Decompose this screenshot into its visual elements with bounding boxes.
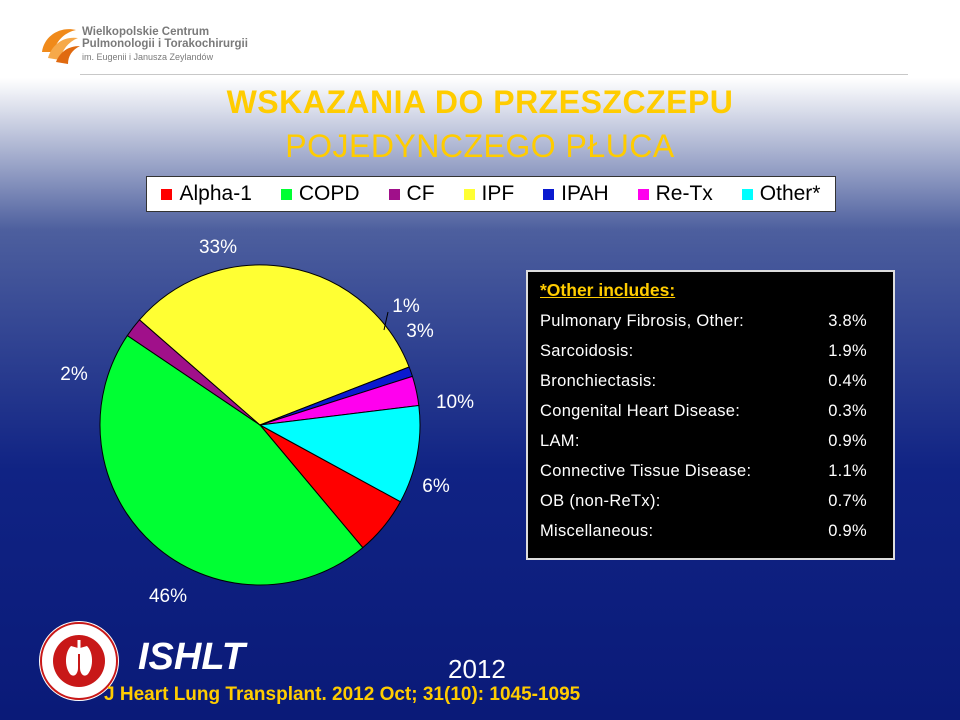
other-row-label: Congenital Heart Disease: xyxy=(540,402,741,420)
other-row-label: Pulmonary Fibrosis, Other: xyxy=(540,312,745,330)
other-row-value: 0.4% xyxy=(828,372,867,390)
citation: J Heart Lung Transplant. 2012 Oct; 31(10): 1045-1095 xyxy=(104,684,581,705)
other-includes-box xyxy=(526,270,895,560)
institution-name: Wielkopolskie Centrum Pulmonologii i Torakochirurgii xyxy=(82,26,248,50)
other-includes-title: *Other includes: xyxy=(540,280,676,300)
legend-label: CF xyxy=(406,182,435,205)
legend-item xyxy=(464,182,515,206)
legend-label: Alpha-1 xyxy=(179,182,252,205)
pie-data-label: 2% xyxy=(60,364,88,385)
slide-title-line1: WSKAZANIA DO PRZESZCZEPU xyxy=(226,84,734,120)
ishlt-label: ISHLT xyxy=(138,636,245,678)
other-row-value: 1.9% xyxy=(828,342,867,360)
other-row-value: 0.9% xyxy=(828,522,867,540)
legend-swatch xyxy=(742,189,753,200)
legend-swatch xyxy=(389,189,400,200)
other-row-label: Connective Tissue Disease: xyxy=(540,462,752,480)
pie-data-label: 10% xyxy=(435,392,475,413)
legend-label: Re-Tx xyxy=(655,182,713,205)
other-row-value: 0.7% xyxy=(828,492,867,510)
legend-item xyxy=(543,182,608,206)
institution-subtitle: im. Eugenii i Janusza Zeylandów xyxy=(82,52,214,62)
other-row-label: Sarcoidosis: xyxy=(540,342,634,360)
pie-chart xyxy=(0,220,520,620)
legend-swatch xyxy=(281,189,292,200)
other-includes-row xyxy=(540,462,867,481)
pie-data-label: 1% xyxy=(392,296,420,317)
pie-data-label: 33% xyxy=(198,237,238,258)
legend-item xyxy=(281,182,360,206)
slide-title-line2: POJEDYNCZEGO PŁUCA xyxy=(285,128,675,164)
legend-swatch xyxy=(161,189,172,200)
pie-data-label: 46% xyxy=(148,586,188,607)
legend-label: IPAH xyxy=(561,182,609,205)
other-includes-row xyxy=(540,372,867,391)
chart-legend xyxy=(146,176,836,212)
legend-item xyxy=(638,182,713,206)
other-includes-row xyxy=(540,312,867,331)
other-row-value: 0.9% xyxy=(828,432,867,450)
other-row-label: Bronchiectasis: xyxy=(540,372,657,390)
legend-item xyxy=(161,182,251,206)
pie-data-label: 6% xyxy=(422,476,450,497)
legend-item xyxy=(742,182,821,206)
legend-swatch xyxy=(638,189,649,200)
legend-label: Other* xyxy=(759,182,821,205)
legend-label: IPF xyxy=(481,182,515,205)
other-row-label: OB (non-ReTx): xyxy=(540,492,661,510)
legend-label: COPD xyxy=(298,182,360,205)
other-includes-row xyxy=(540,522,867,541)
header-divider xyxy=(80,74,908,75)
other-includes-row xyxy=(540,492,867,511)
other-includes-row xyxy=(540,402,867,421)
other-row-value: 3.8% xyxy=(828,312,867,330)
report-year: 2012 xyxy=(448,654,506,684)
other-row-label: LAM: xyxy=(540,432,580,450)
legend-swatch xyxy=(543,189,554,200)
other-includes-row xyxy=(540,342,867,361)
legend-item xyxy=(389,182,435,206)
other-row-value: 0.3% xyxy=(828,402,867,420)
legend-swatch xyxy=(464,189,475,200)
other-includes-row xyxy=(540,432,867,451)
other-row-label: Miscellaneous: xyxy=(540,522,654,540)
pie-data-label: 3% xyxy=(406,321,434,342)
other-row-value: 1.1% xyxy=(828,462,867,480)
